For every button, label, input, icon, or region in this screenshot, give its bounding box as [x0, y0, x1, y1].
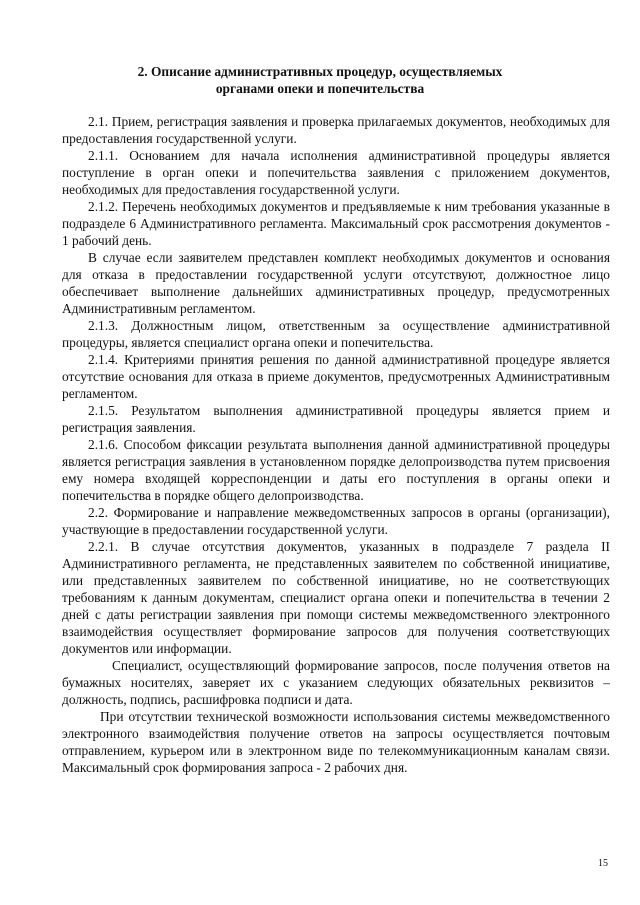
paragraph-2-1: 2.1. Прием, регистрация заявления и проверка прилагаемых документов, необходимых для предоставления государственной услуги.: [62, 114, 610, 146]
section-title-line-1: 2. Описание административных процедур, осуществляемых: [137, 64, 503, 79]
page-number: 15: [598, 858, 608, 869]
section-title: [60, 63, 580, 97]
paragraph-2-1-5: 2.1.5. Результатом выполнения административной процедуры является прием и регистрация заявления.: [62, 403, 610, 435]
document-body: [62, 113, 610, 776]
paragraph-2-1-1: 2.1.1. Основанием для начала исполнения административной процедуры является поступление в орган опеки и попечительства заявления с приложением документов, необходимых для предоставления государственной услуги.: [62, 148, 610, 197]
paragraph-complete-docs: В случае если заявителем представлен комплект необходимых документов и основания для отказа в предоставлении государственной услуги отсутствуют, должностное лицо обеспечивает выполнение дальнейших административных процедур, предусмотренных Административным регламентом.: [62, 250, 610, 316]
paragraph-2-1-6: 2.1.6. Способом фиксации результата выполнения данной административной процедуры является регистрация заявления в установленном порядке делопроизводства путем присвоения ему номера входящей корреспонденции и даты его поступления в органы опеки и попечительства в порядке общего делопроизводства.: [62, 437, 610, 503]
paragraph-2-2: 2.2. Формирование и направление межведомственных запросов в органы (организации), участвующие в предоставлении государственной услуги.: [62, 505, 610, 537]
paragraph-no-tech: При отсутствии технической возможности использования системы межведомственного электронного взаимодействия получение ответов на запросы осуществляется почтовым отправлением, курьером или в электронном виде по телекоммуникационным каналам связи. Максимальный срок формирования запроса - 2 рабочих дня.: [62, 709, 610, 775]
section-title-line-2: органами опеки и попечительства: [215, 81, 425, 96]
paragraph-specialist: Специалист, осуществляющий формирование запросов, после получения ответов на бумажных носителях, заверяет их с указанием следующих обязательных реквизитов – должность, подпись, расшифровка подписи и дата.: [62, 658, 610, 707]
paragraph-2-1-2: 2.1.2. Перечень необходимых документов и предъявляемые к ним требования указанные в подразделе 6 Административного регламента. Максимальный срок рассмотрения документов - 1 рабочий день.: [62, 199, 610, 248]
paragraph-2-1-3: 2.1.3. Должностным лицом, ответственным за осуществление административной процедуры, является специалист органа опеки и попечительства.: [62, 318, 610, 350]
paragraph-2-1-4: 2.1.4. Критериями принятия решения по данной административной процедуре является отсутствие основания для отказа в приеме документов, предусмотренных Административным регламентом.: [62, 352, 610, 401]
paragraph-2-2-1: 2.2.1. В случае отсутствия документов, указанных в подразделе 7 раздела II Административного регламента, не представленных заявителем по собственной инициативе, или представленных заявителем по собственной инициативе, но не соответствующих требованиям к данным документам, специалист органа опеки и попечительства в течении 2 дней с даты регистрации заявления при помощи системы межведомственного электронного взаимодействия осуществляет формирование запросов для получения соответствующих документов или информации.: [62, 539, 610, 656]
